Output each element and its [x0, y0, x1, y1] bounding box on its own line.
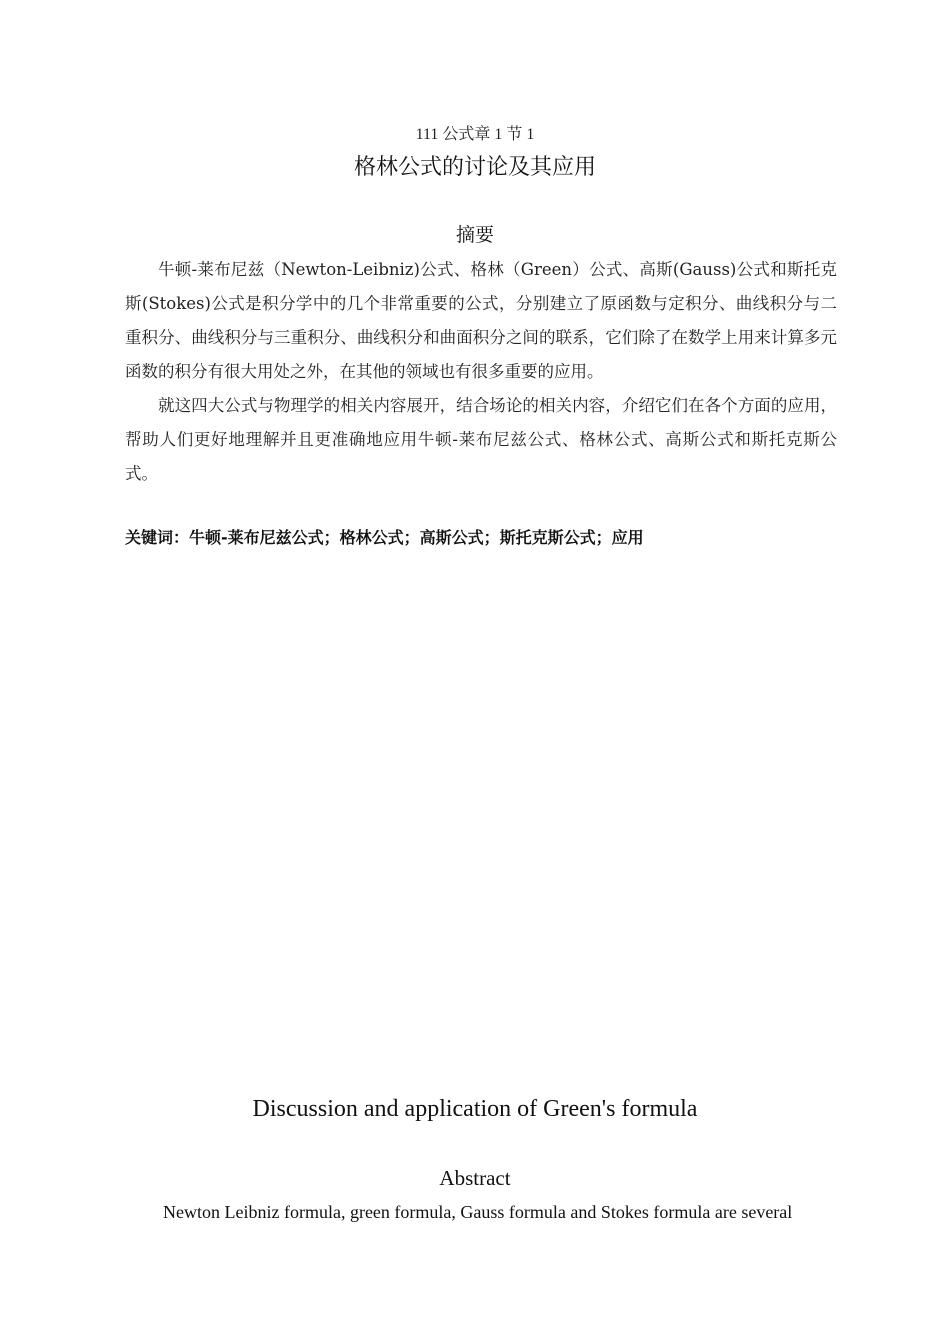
english-title: Discussion and application of Green's formula	[252, 1096, 698, 1122]
english-abstract-first-line: Newton Leibniz formula, green formula, Gauss formula and Stokes formula are several	[163, 1202, 793, 1222]
chinese-title: 格林公式的讨论及其应用	[353, 155, 596, 180]
chinese-abstract-heading: 摘要	[455, 224, 494, 246]
chinese-abstract-body	[125, 253, 837, 491]
section-header: 111 公式章 1 节 1	[415, 126, 535, 143]
chinese-keywords: 关键词：牛顿-莱布尼兹公式；格林公式；高斯公式；斯托克斯公式；应用	[125, 528, 644, 547]
english-abstract-heading: Abstract	[439, 1166, 511, 1190]
chinese-abstract-paragraph-2: 就这四大公式与物理学的相关内容展开，结合场论的相关内容，介绍它们在各个方面的应用，帮助人们更好地理解并且更准确地应用牛顿-莱布尼兹公式、格林公式、高斯公式和斯托克斯公式。	[125, 396, 837, 483]
chinese-abstract-paragraph-1: 牛顿-莱布尼兹（Newton-Leibniz)公式、格林（Green）公式、高斯(Gauss)公式和斯托克斯(Stokes)公式是积分学中的几个非常重要的公式，分别建立了原函数与定积分、曲线积分与二重积分、曲线积分与三重积分、曲线积分和曲面积分之间的联系，它们除了在数学上用来计算多元函数的积分有很大用处之外，在其他的领域也有很多重要的应用。	[125, 260, 837, 381]
